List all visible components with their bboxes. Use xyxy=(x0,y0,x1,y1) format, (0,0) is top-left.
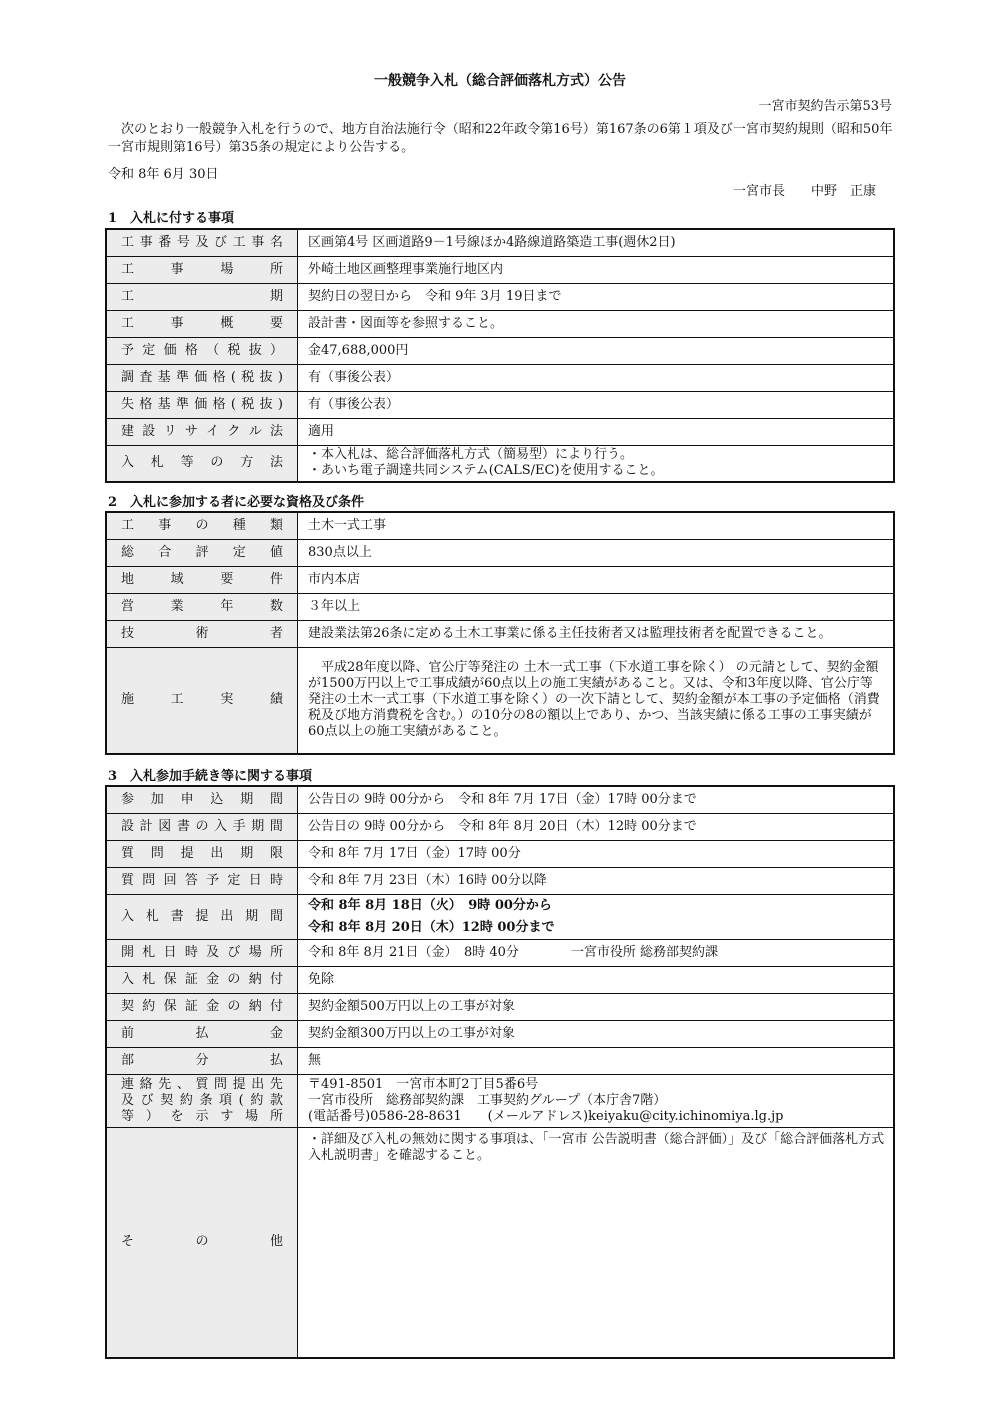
row-label xyxy=(106,939,298,966)
row-value xyxy=(298,966,895,993)
row-label xyxy=(106,364,298,391)
row-label xyxy=(106,229,298,256)
table-row xyxy=(106,445,894,482)
row-label-text: 工 事 概 要 xyxy=(121,315,283,331)
row-value-line: 830点以上 xyxy=(308,544,372,560)
row-value xyxy=(298,867,895,894)
table-row xyxy=(106,1127,894,1358)
row-label-text: 技 術 者 xyxy=(121,625,283,641)
row-value xyxy=(298,593,895,620)
row-label xyxy=(106,840,298,867)
section-1-heading: 1 入札に付する事項 xyxy=(108,211,235,226)
row-label-text: 営 業 年 数 xyxy=(121,598,283,614)
row-value xyxy=(298,445,895,482)
table-row xyxy=(106,867,894,894)
row-label xyxy=(106,813,298,840)
table-row xyxy=(106,418,894,445)
row-label-text: 工 事 の 種 類 xyxy=(121,517,283,533)
row-label-text: 予 定 価 格 （ 税 抜 ） xyxy=(121,342,283,358)
table-row xyxy=(106,337,894,364)
row-label xyxy=(106,1127,298,1358)
row-value-line: ・あいち電子調達共同システム(CALS/EC)を使用すること。 xyxy=(308,463,664,479)
row-value-line: 市内本店 xyxy=(308,571,361,587)
row-label xyxy=(106,966,298,993)
row-value-line: ・詳細及び入札の無効に関する事項は、「一宮市 公告説明書（総合評価）」及び「総合評価落札方式入札説明書」を確認すること。 xyxy=(308,1131,885,1163)
row-value-line: 免除 xyxy=(308,971,335,987)
row-value xyxy=(298,256,895,283)
row-value xyxy=(298,1127,895,1358)
row-label xyxy=(106,894,298,939)
row-value-line: 設計書・図面等を参照すること。 xyxy=(308,315,504,331)
row-label-line: 連 絡 先 、 質 問 提 出 先 xyxy=(121,1076,283,1092)
mayor-signature: 一宮市長 中野 正康 xyxy=(732,184,876,199)
row-label-line: 及 び 契 約 条 項 ( 約 款 xyxy=(121,1092,283,1108)
row-label xyxy=(106,786,298,813)
row-value-line: 公告日の 9時 00分から 令和 8年 7月 17日（金）17時 00分まで xyxy=(308,791,697,807)
section-3-heading: 3 入札参加手続き等に関する事項 xyxy=(108,769,313,784)
table-row xyxy=(106,364,894,391)
row-label-text: 調 査 基 準 価 格 ( 税 抜 ) xyxy=(121,369,283,385)
row-value-line: 一宮市役所 総務部契約課 工事契約グループ（本庁舎7階） xyxy=(308,1092,667,1108)
row-value xyxy=(298,894,895,939)
row-value-line: 適用 xyxy=(308,423,335,439)
table-row xyxy=(106,256,894,283)
notice-title: 一般競争入札（総合評価落札方式）公告 xyxy=(374,73,626,89)
row-value-line: ３年以上 xyxy=(308,598,361,614)
table-row xyxy=(106,566,894,593)
row-value xyxy=(298,993,895,1020)
row-label-text: 設 計 図 書 の 入 手 期 間 xyxy=(121,818,283,834)
row-label-text: そ の 他 xyxy=(121,1234,283,1250)
table-row xyxy=(106,1074,894,1127)
row-value-line: 契約日の翌日から 令和 9年 3月 19日まで xyxy=(308,288,562,304)
section-2-heading: 2 入札に参加する者に必要な資格及び条件 xyxy=(108,495,365,510)
row-value xyxy=(298,647,895,754)
row-value-line: 無 xyxy=(308,1052,322,1068)
row-value xyxy=(298,1047,895,1074)
table-row xyxy=(106,647,894,754)
row-value-line: 契約金額500万円以上の工事が対象 xyxy=(308,998,515,1014)
table-row xyxy=(106,840,894,867)
notice-number: 一宮市契約告示第53号 xyxy=(758,99,892,114)
row-value xyxy=(298,786,895,813)
row-label xyxy=(106,1020,298,1047)
table-row xyxy=(106,1047,894,1074)
table-row xyxy=(106,1020,894,1047)
section-3-table xyxy=(105,785,895,1359)
row-label-text: 地 域 要 件 xyxy=(121,571,283,587)
row-label-text: 参 加 申 込 期 間 xyxy=(121,791,283,807)
row-value xyxy=(298,337,895,364)
row-label xyxy=(106,566,298,593)
notice-date: 令和 8年 6月 30日 xyxy=(108,167,219,182)
row-value-line: 契約金額300万円以上の工事が対象 xyxy=(308,1025,515,1041)
row-label xyxy=(106,256,298,283)
table-row xyxy=(106,391,894,418)
row-label xyxy=(106,593,298,620)
intro-text: 次のとおり一般競争入札を行うので、地方自治法施行令（昭和22年政令第16号）第167条の6第１項及び一宮市契約規則（昭和50年一宮市規則第16号）第35条の規定により公告する。 xyxy=(108,122,893,155)
row-label xyxy=(106,539,298,566)
row-value xyxy=(298,283,895,310)
row-label-text: 入 札 等 の 方 法 xyxy=(121,455,283,471)
row-value-line: ・本入札は、総合評価落札方式（簡易型）により行う。 xyxy=(308,447,634,463)
row-label xyxy=(106,1047,298,1074)
row-label-line: 等 ） を 示 す 場 所 xyxy=(121,1108,283,1124)
row-value-line: 外崎土地区画整理事業施行地区内 xyxy=(308,261,504,277)
row-value-line: 令和 8年 7月 17日（金）17時 00分 xyxy=(308,845,521,861)
table-row xyxy=(106,786,894,813)
table-row xyxy=(106,310,894,337)
row-label-text: 工 期 xyxy=(121,288,283,304)
table-row xyxy=(106,966,894,993)
row-label xyxy=(106,391,298,418)
row-value xyxy=(298,364,895,391)
row-label xyxy=(106,445,298,482)
table-row xyxy=(106,283,894,310)
row-value-line: 令和 8年 8月 20日（木）12時 00分まで xyxy=(308,919,555,935)
row-value-line: (電話番号)0586-28-8631 (メールアドレス)keiyaku@city.ichinomiya.lg.jp xyxy=(308,1108,784,1124)
table-row xyxy=(106,620,894,647)
table-row xyxy=(106,593,894,620)
row-label-text: 入 札 書 提 出 期 間 xyxy=(121,908,283,924)
table-row xyxy=(106,939,894,966)
row-value-line: 公告日の 9時 00分から 令和 8年 8月 20日（木）12時 00分まで xyxy=(308,818,697,834)
row-label-text: 開 札 日 時 及 び 場 所 xyxy=(121,944,283,960)
section-1-table xyxy=(105,228,895,483)
row-value xyxy=(298,1020,895,1047)
table-row xyxy=(106,539,894,566)
row-value-line: 〒491-8501 一宮市本町2丁目5番6号 xyxy=(308,1076,539,1092)
table-row xyxy=(106,894,894,939)
row-value xyxy=(298,310,895,337)
row-label xyxy=(106,337,298,364)
row-value xyxy=(298,813,895,840)
row-value-line: 建設業法第26条に定める土木工事業に係る主任技術者又は監理技術者を配置できること。 xyxy=(308,625,832,641)
table-row xyxy=(106,813,894,840)
row-label xyxy=(106,993,298,1020)
row-label-text: 工 事 番 号 及 び 工 事 名 xyxy=(121,234,283,250)
table-row xyxy=(106,993,894,1020)
row-label-text: 質 問 回 答 予 定 日 時 xyxy=(121,872,283,888)
row-value xyxy=(298,229,895,256)
row-label xyxy=(106,283,298,310)
row-label xyxy=(106,310,298,337)
row-label xyxy=(106,1074,298,1127)
row-value-line: 区画第4号 区画道路9－1号線ほか4路線道路築造工事(週休2日) xyxy=(308,234,676,250)
row-label-text: 前 払 金 xyxy=(121,1025,283,1041)
table-row xyxy=(106,229,894,256)
row-label-text: 施 工 実 績 xyxy=(121,692,283,708)
row-value-line: 有（事後公表） xyxy=(308,369,400,385)
row-value xyxy=(298,418,895,445)
intro-paragraph xyxy=(108,121,898,157)
row-value xyxy=(298,939,895,966)
row-value xyxy=(298,620,895,647)
section-2-table xyxy=(105,511,895,755)
row-value-line: 令和 8年 7月 23日（木）16時 00分以降 xyxy=(308,872,547,888)
row-label xyxy=(106,620,298,647)
row-label xyxy=(106,418,298,445)
row-value-line: 平成28年度以降、官公庁等発注の 土木一式工事（下水道工事を除く） の元請として、契約金額が1500万円以上で工事成績が60点以上の施工実績があること。又は、令和3年度以降、官公庁等発注の土木一式工事（下水道工事を除く）の一次下請として、契約金額が本工事の予定価格（消費税及び地方消費税を含む。）の10分の8の額以上であり、かつ、当該実績に係る工事の工事実績が60点以上の施工実績があること。 xyxy=(308,660,880,740)
row-label xyxy=(106,647,298,754)
row-label-text: 部 分 払 xyxy=(121,1052,283,1068)
row-value xyxy=(298,391,895,418)
row-value-line: 金47,688,000円 xyxy=(308,342,409,358)
row-value xyxy=(298,512,895,539)
row-label-text: 契 約 保 証 金 の 納 付 xyxy=(121,998,283,1014)
row-label-text: 入 札 保 証 金 の 納 付 xyxy=(121,971,283,987)
row-label-text: 総 合 評 定 値 xyxy=(121,544,283,560)
row-label xyxy=(106,867,298,894)
row-value xyxy=(298,539,895,566)
row-value xyxy=(298,1074,895,1127)
row-value xyxy=(298,566,895,593)
row-label-text: 質 問 提 出 期 限 xyxy=(121,845,283,861)
table-row xyxy=(106,512,894,539)
row-label-text: 工 事 場 所 xyxy=(121,261,283,277)
row-label-text: 失 格 基 準 価 格 ( 税 抜 ) xyxy=(121,396,283,412)
row-value-line: 土木一式工事 xyxy=(308,517,387,533)
row-value xyxy=(298,840,895,867)
row-value-line: 有（事後公表） xyxy=(308,396,400,412)
row-label xyxy=(106,512,298,539)
row-value-line: 令和 8年 8月 18日（火） 9時 00分から xyxy=(308,897,552,913)
row-value-line: 令和 8年 8月 21日（金） 8時 40分 一宮市役所 総務部契約課 xyxy=(308,944,719,960)
row-label-text: 建 設 リ サ イ ク ル 法 xyxy=(121,423,283,439)
